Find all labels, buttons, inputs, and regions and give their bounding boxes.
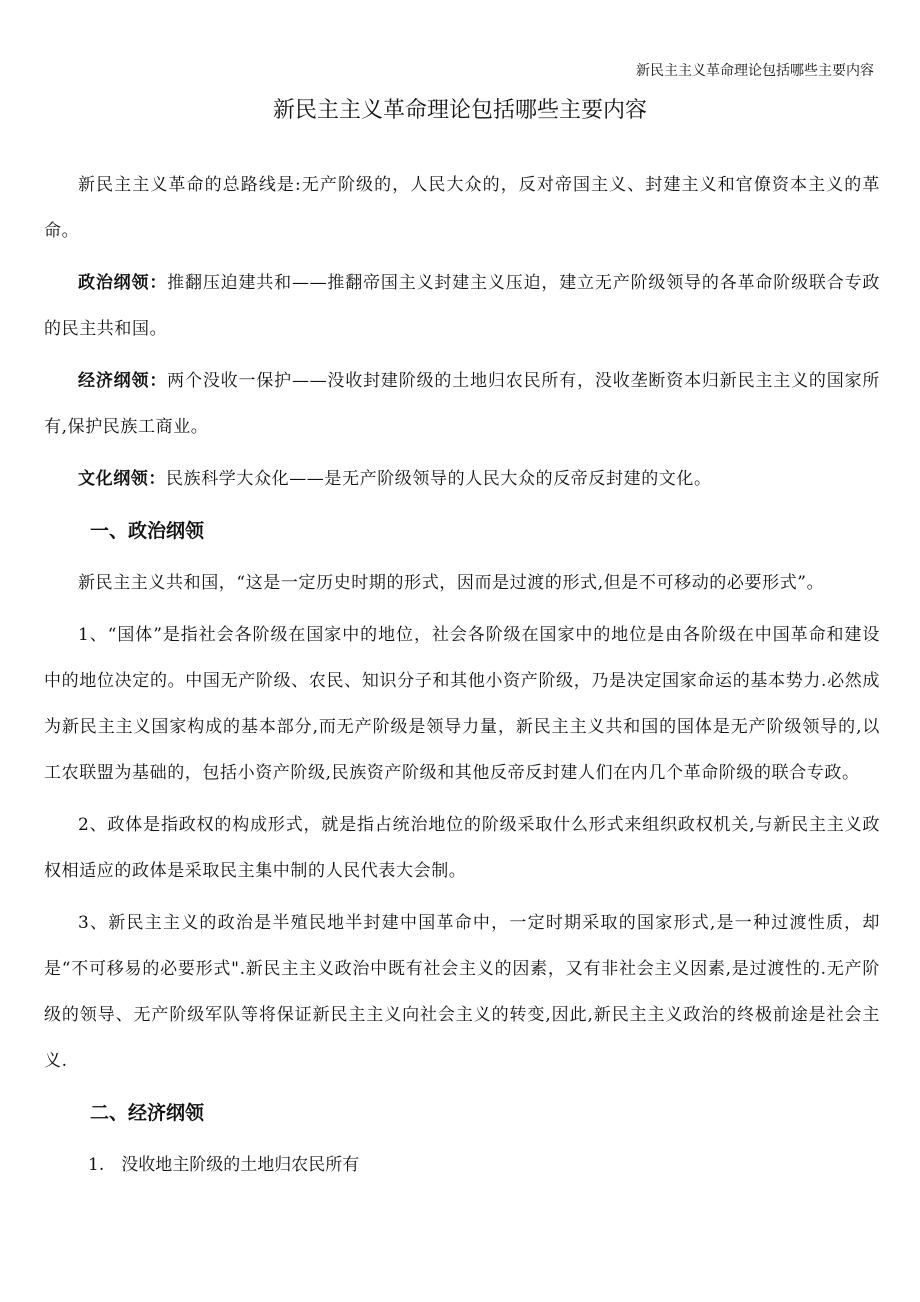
list-item: 1. 没收地主阶级的土地归农民所有 <box>88 1155 360 1175</box>
document-title: 新民主主义革命理论包括哪些主要内容 <box>272 98 647 123</box>
program-political <box>44 260 880 352</box>
paragraph: 新民主主义共和国，“这是一定历史时期的形式，因而是过渡的形式,但是不可移动的必要形式”。 <box>78 573 825 593</box>
program-label: 政治纲领： <box>78 273 168 293</box>
program-economic <box>44 358 880 450</box>
running-header: 新民主主义革命理论包括哪些主要内容 <box>636 63 874 79</box>
paragraph: 2、政体是指政权的构成形式，就是指占统治地位的阶级采取什么形式来组织政权机关,与新民主主义政权相适应的政体是采取民主集中制的人民代表大会制。 <box>44 815 880 881</box>
section-heading-political: 一、政治纲领 <box>90 520 205 542</box>
program-label: 经济纲领： <box>78 371 168 391</box>
paragraph: 3、新民主主义的政治是半殖民地半封建中国革命中，一定时期采取的国家形式,是一种过渡性质，却是“不可移易的必要形式".新民主主义政治中既有社会主义的因素，又有非社会主义因素,是过渡性的.无产阶级的领导、无产阶级军队等将保证新民主主义向社会主义的转变,因此,新民主主义政治的终极前途是社会主义. <box>44 913 880 1071</box>
program-text: 推翻压迫建共和——推翻帝国主义封建主义压迫，建立无产阶级领导的各革命阶级联合专政的民主共和国。 <box>44 273 881 339</box>
section-heading-economic: 二、经济纲领 <box>90 1102 205 1124</box>
program-cultural <box>44 456 880 502</box>
program-label: 文化纲领： <box>78 469 166 489</box>
paragraph: 1、“国体”是指社会各阶级在国家中的地位，社会各阶级在国家中的地位是由各阶级在中国革命和建设中的地位决定的。中国无产阶级、农民、知识分子和其他小资产阶级，乃是决定国家命运的基本势力.必然成为新民主主义国家构成的基本部分,而无产阶级是领导力量，新民主主义共和国的国体是无产阶级领导的,以工农联盟为基础的，包括小资产阶级,民族资产阶级和其他反帝反封建人们在内几个革命阶级的联合专政。 <box>44 625 880 783</box>
document-body <box>44 162 880 1188</box>
program-text: 民族科学大众化——是无产阶级领导的人民大众的反帝反封建的文化。 <box>166 469 712 489</box>
intro-paragraph: 新民主主义革命的总路线是:无产阶级的，人民大众的，反对帝国主义、封建主义和官僚资本主义的革命。 <box>44 175 880 241</box>
program-text: 两个没收一保护——没收封建阶级的土地归农民所有，没收垄断资本归新民主主义的国家所有,保护民族工商业。 <box>44 371 881 437</box>
